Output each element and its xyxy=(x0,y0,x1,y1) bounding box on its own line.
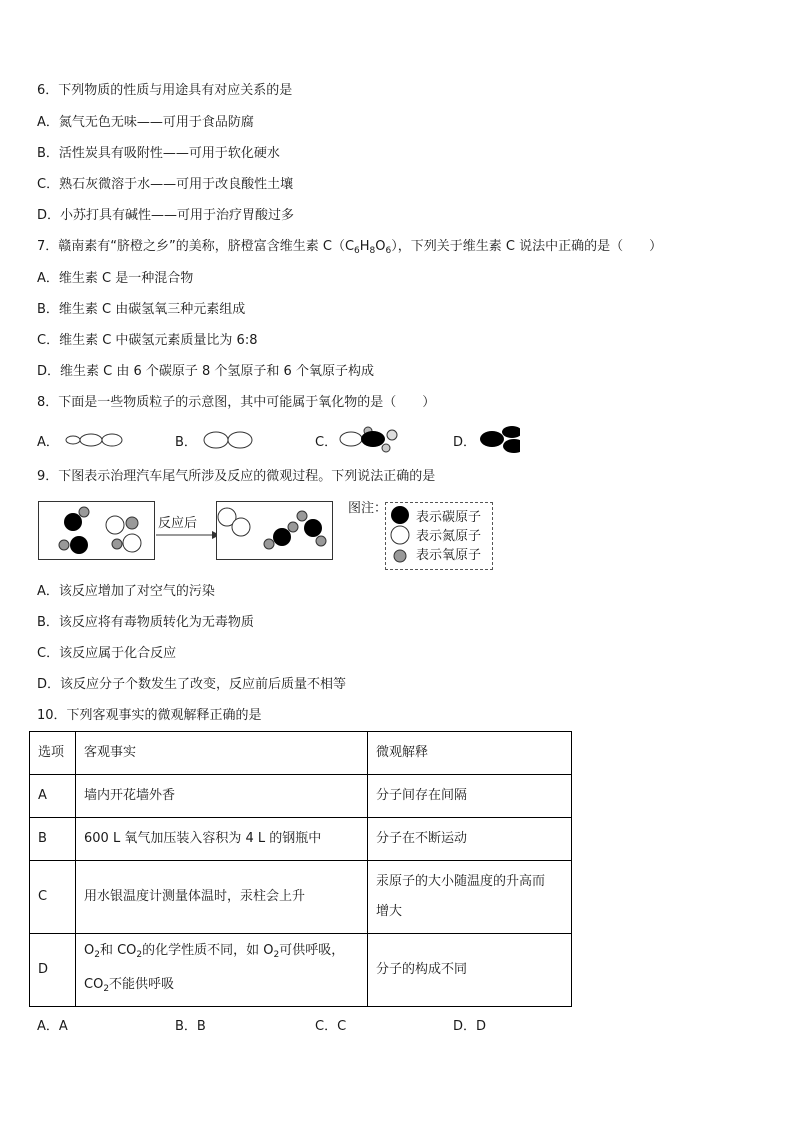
oxygen-atom xyxy=(264,539,274,549)
q8-molecule-a xyxy=(66,434,122,446)
oxygen-atom xyxy=(79,507,89,517)
row-option: C xyxy=(30,861,76,934)
row-explain: 汞原子的大小随温度的升高而 增大 xyxy=(368,861,572,934)
q7-option-d: D．维生素 C 由 6 个碳原子 8 个氢原子和 6 个氧原子构成 xyxy=(37,364,374,379)
nitrogen-atom xyxy=(232,518,250,536)
header-explain: 微观解释 xyxy=(368,732,572,775)
q6-option-b: B．活性炭具有吸附性——可用于软化硬水 xyxy=(37,146,280,161)
row-option: D xyxy=(30,934,76,1007)
q8-label-c: C． xyxy=(315,435,338,450)
row-fact: $O_2$和 $CO_2$的化学性质不同，如 $O_2$可供呼吸， $CO_2$不能供呼吸 xyxy=(76,934,368,1007)
row-explain: 分子在不断运动 xyxy=(368,818,572,861)
header-fact: 客观事实 xyxy=(76,732,368,775)
oxygen-atom xyxy=(288,522,298,532)
carbon-atom xyxy=(273,528,291,546)
table-header-row xyxy=(30,732,572,775)
row-option: B xyxy=(30,818,76,861)
q9-legend-title: 图注： xyxy=(348,501,388,516)
oxygen-atom xyxy=(112,539,122,549)
q9-option-b: B．该反应将有毒物质转化为无毒物质 xyxy=(37,615,254,630)
q9-legend-nitrogen: 表示氮原子 xyxy=(416,529,482,544)
q9-legend-swatches xyxy=(388,504,412,566)
header-option: 选项 xyxy=(30,732,76,775)
row-option: A xyxy=(30,775,76,818)
row-explain: 分子间存在间隔 xyxy=(368,775,572,818)
q9-option-a: A．该反应增加了对空气的污染 xyxy=(37,584,215,599)
q8-label-b: B． xyxy=(175,435,197,450)
q10-answer-a: A．A xyxy=(37,1019,68,1034)
q6-option-d: D．小苏打具有碱性——可用于治疗胃酸过多 xyxy=(37,208,295,223)
q9-option-c: C．该反应属于化合反应 xyxy=(37,646,177,661)
q9-reaction-diagram xyxy=(36,498,336,564)
q8-label-a: A． xyxy=(37,435,59,450)
q6-option-a: A．氮气无色无味——可用于食品防腐 xyxy=(37,115,254,130)
table-row xyxy=(30,934,572,1007)
oxygen-atom xyxy=(59,540,69,550)
carbon-atom xyxy=(64,513,82,531)
q8-molecule-c xyxy=(340,427,397,452)
nitrogen-legend-swatch xyxy=(391,526,409,544)
q10-answer-b: B．B xyxy=(175,1019,206,1034)
oxygen-atom xyxy=(126,517,138,529)
q8-molecule-b xyxy=(204,432,252,448)
q8-stem: 8．下面是一些物质粒子的示意图，其中可能属于氧化物的是（ ） xyxy=(37,395,436,410)
q9-stem: 9．下图表示治理汽车尾气所涉及反应的微观过程。下列说法正确的是 xyxy=(37,469,436,484)
row-fact: 墙内开花墙外香 xyxy=(76,775,368,818)
carbon-atom xyxy=(70,536,88,554)
q7-option-a: A．维生素 C 是一种混合物 xyxy=(37,271,194,286)
carbon-legend-swatch xyxy=(391,506,409,524)
q7-option-b: B．维生素 C 由碳氢氧三种元素组成 xyxy=(37,302,246,317)
nitrogen-atom xyxy=(106,516,124,534)
row-fact: 用水银温度计测量体温时，汞柱会上升 xyxy=(76,861,368,934)
nitrogen-atom xyxy=(123,534,141,552)
row-fact: 600 L 氧气加压装入容积为 4 L 的钢瓶中 xyxy=(76,818,368,861)
oxygen-legend-swatch xyxy=(394,550,406,562)
q8-molecule-d xyxy=(480,426,520,453)
q8-label-d: D． xyxy=(453,435,477,450)
q10-answer-d: D．D xyxy=(453,1019,487,1034)
q9-option-d: D．该反应分子个数发生了改变，反应前后质量不相等 xyxy=(37,677,347,692)
table-row xyxy=(30,861,572,934)
q7-stem: 7．赣南素有“脐橙之乡”的美称，脐橙富含维生素 $C(C_6H_8O_6)$，下列关于维生素 C 说法中正确的是（ ） xyxy=(37,239,663,256)
row-explain: 分子的构成不同 xyxy=(368,934,572,1007)
q9-arrow-label: 反应后 xyxy=(158,516,198,531)
q9-legend-carbon: 表示碳原子 xyxy=(416,510,482,525)
carbon-atom xyxy=(304,519,322,537)
oxygen-atom xyxy=(297,511,307,521)
q7-option-c: C．维生素 C 中碳氢元素质量比为 6:8 xyxy=(37,333,258,348)
table-row xyxy=(30,775,572,818)
oxygen-atom xyxy=(316,536,326,546)
q8-molecule-diagrams xyxy=(60,424,520,456)
table-row xyxy=(30,818,572,861)
q10-stem: 10．下列客观事实的微观解释正确的是 xyxy=(37,708,262,723)
q9-legend-oxygen: 表示氧原子 xyxy=(416,548,482,563)
q10-table xyxy=(29,731,572,1007)
q6-stem: 6．下列物质的性质与用途具有对应关系的是 xyxy=(37,83,293,98)
q6-option-c: C．熟石灰微溶于水——可用于改良酸性土壤 xyxy=(37,177,294,192)
q10-answer-c: C．C xyxy=(315,1019,347,1034)
